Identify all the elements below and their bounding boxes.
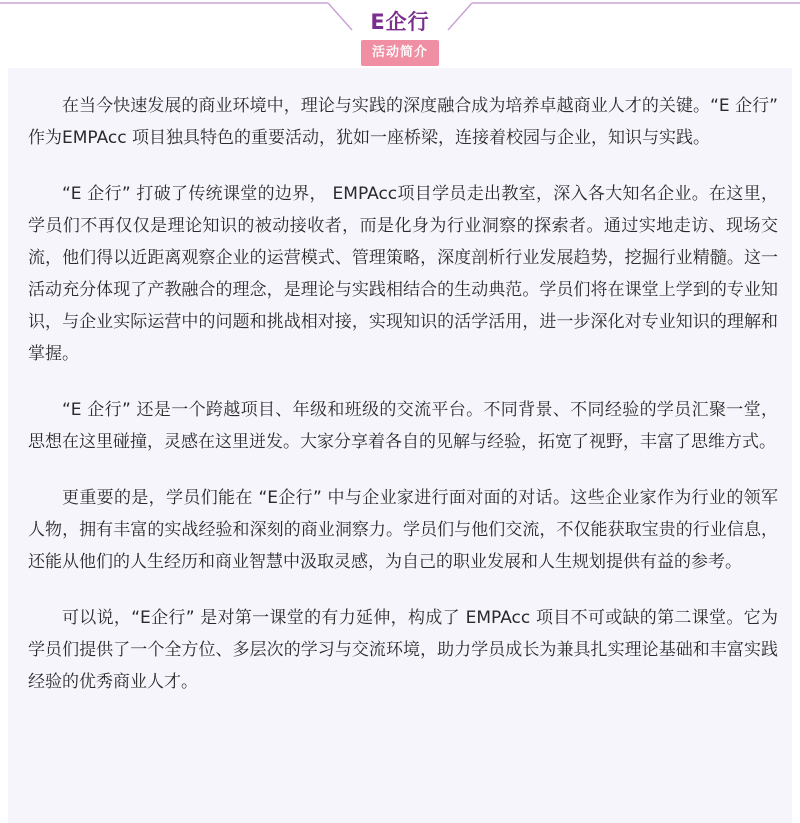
paragraph-intro: 在当今快速发展的商业环境中，理论与实践的深度融合成为培养卓越商业人才的关键。“E 企行” 作为EMPAcc 项目独具特色的重要活动，犹如一座桥梁，连接着校园与企业，知识与实践。 bbox=[28, 96, 778, 148]
section-header bbox=[0, 0, 800, 70]
section-badge: 活动简介 bbox=[361, 40, 439, 66]
paragraph-conclusion: 可以说，“E企行” 是对第一课堂的有力延伸，构成了 EMPAcc 项目不可或缺的第二课堂。它为学员们提供了一个全方位、多层次的学习与交流环境，助力学员成长为兼具扎实理论基础和丰富实践经验的优秀商业人才。 bbox=[28, 608, 778, 692]
paragraph-exchange: “E 企行” 还是一个跨越项目、年级和班级的交流平台。不同背景、不同经验的学员汇聚一堂，思想在这里碰撞，灵感在这里迸发。大家分享着各自的见解与经验，拓宽了视野，丰富了思维方式。 bbox=[28, 400, 778, 452]
page-title: E企行 bbox=[370, 10, 430, 34]
paragraph-entrepreneurs: 更重要的是，学员们能在 “E企行” 中与企业家进行面对面的对话。这些企业家作为行业的领军人物，拥有丰富的实战经验和深刻的商业洞察力。学员们与他们交流，不仅能获取宝贵的行业信息，还能从他们的人生经历和商业智慧中汲取灵感，为自己的职业发展和人生规划提供有益的参考。 bbox=[28, 488, 778, 572]
paragraph-classroom: “E 企行” 打破了传统课堂的边界， EMPAcc项目学员走出教室，深入各大知名企业。在这里，学员们不再仅仅是理论知识的被动接收者，而是化身为行业洞察的探索者。通过实地走访、现场交流，他们得以近距离观察企业的运营模式、管理策略，深度剖析行业发展趋势，挖掘行业精髓。这一活动充分体现了产教融合的理念，是理论与实践相结合的生动典范。学员们将在课堂上学到的专业知识，与企业实际运营中的问题和挑战相对接，实现知识的活学活用，进一步深化对专业知识的理解和掌握。 bbox=[28, 184, 778, 364]
article-body bbox=[28, 90, 778, 722]
